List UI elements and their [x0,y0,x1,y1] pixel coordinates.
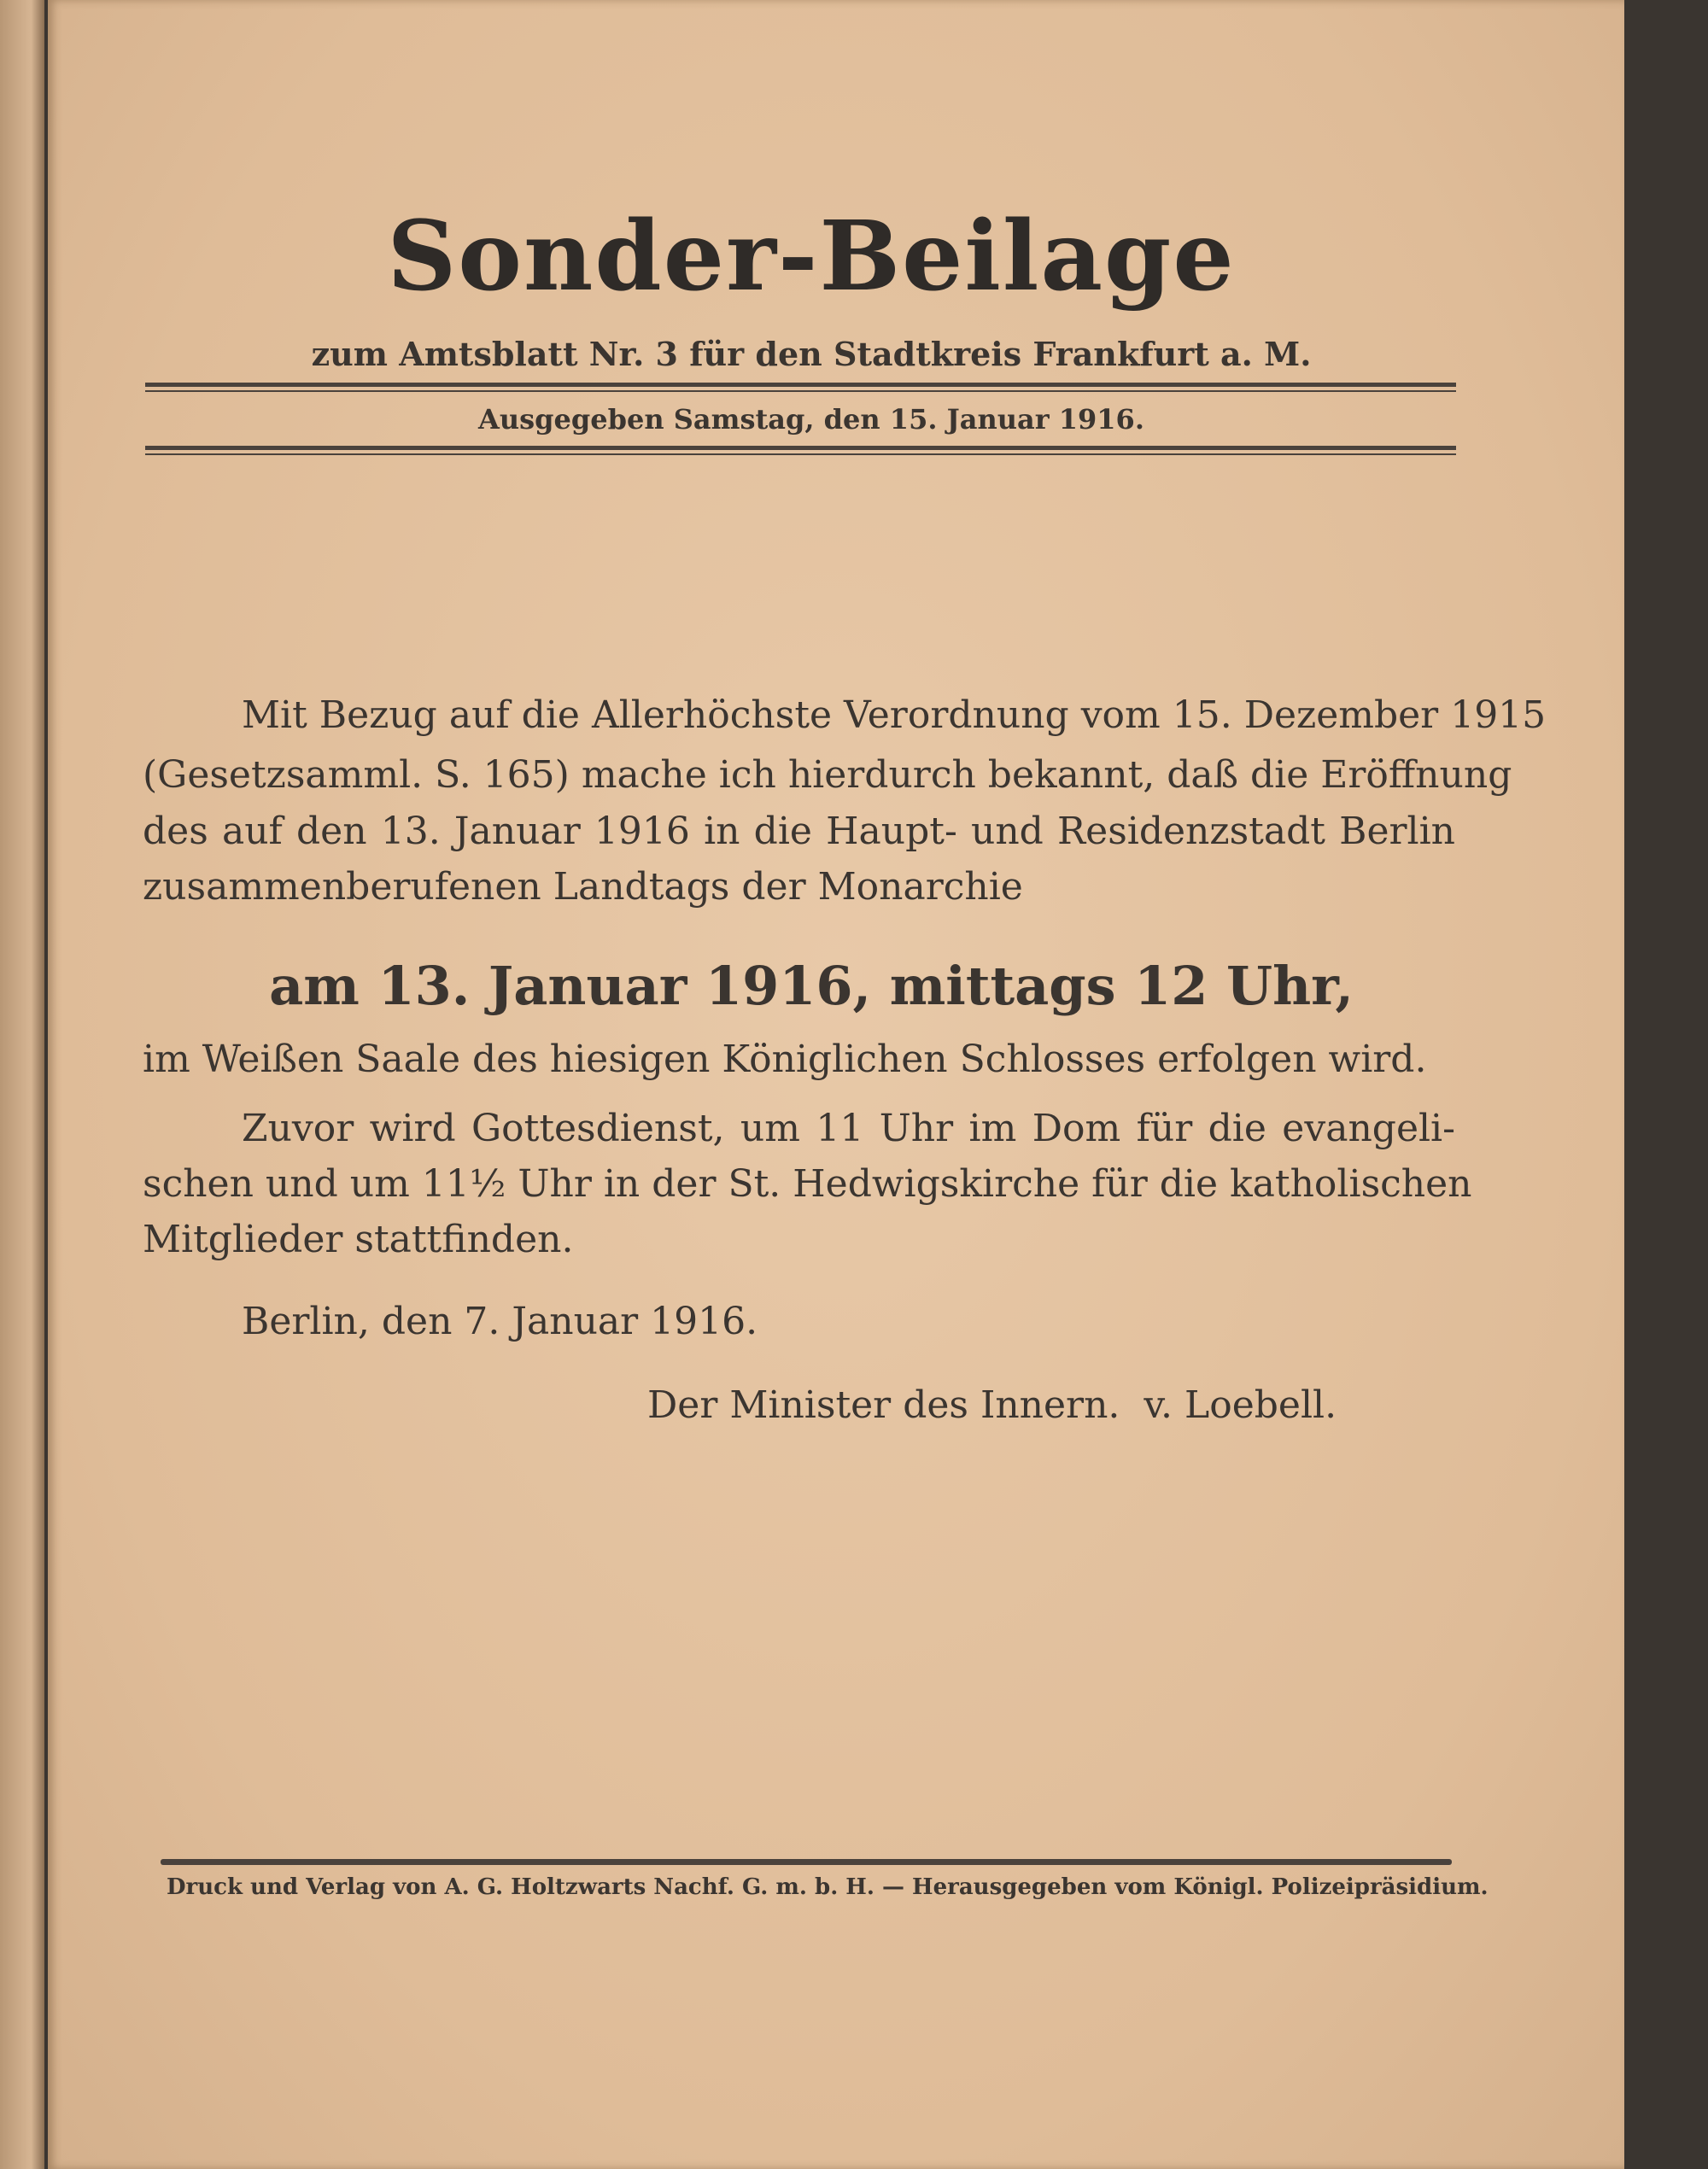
body-line: im Weißen Saale des hiesigen Königlichen Schlosses erfolgen wird. [143,1038,1427,1081]
header-rule-bottom [145,446,1456,455]
document-title: Sonder-Beilage [387,201,1236,313]
body-line: (Gesetzsamml. S. 165) mache ich hierdurch bekannt, daß die Eröffnung [143,753,1512,797]
body-line: Mitglieder stattfinden. [143,1218,574,1261]
header-rule-top [145,383,1456,392]
body-line: Zuvor wird Gottesdienst, um 11 Uhr im Dom für die evangeli- [242,1107,1455,1150]
body-line: Mit Bezug auf die Allerhöchste Verordnung vom 15. Dezember 1915 [242,693,1547,737]
document-page [48,0,1624,2169]
body-line: schen und um 11½ Uhr in der St. Hedwigskirche für die katholischen [143,1162,1472,1206]
signature: Der Minister des Innern. v. Loebell. [647,1383,1337,1427]
previous-page-edge [0,0,44,2169]
highlight-date: am 13. Januar 1916, mittags 12 Uhr, [269,955,1354,1017]
document-subtitle: zum Amtsblatt Nr. 3 für den Stadtkreis Frankfurt a. M. [311,335,1312,373]
body-line: zusammenberufenen Landtags der Monarchie [143,865,1023,909]
place-date: Berlin, den 7. Januar 1916. [242,1300,758,1343]
imprint: Druck und Verlag von A. G. Holtzwarts Nachf. G. m. b. H. — Herausgegeben vom Königl. Polizeipräsidium. [167,1874,1489,1900]
issue-date: Ausgegeben Samstag, den 15. Januar 1916. [478,403,1144,436]
footer-rule [161,1859,1452,1865]
body-line: des auf den 13. Januar 1916 in die Haupt- und Residenzstadt Berlin [143,810,1455,853]
